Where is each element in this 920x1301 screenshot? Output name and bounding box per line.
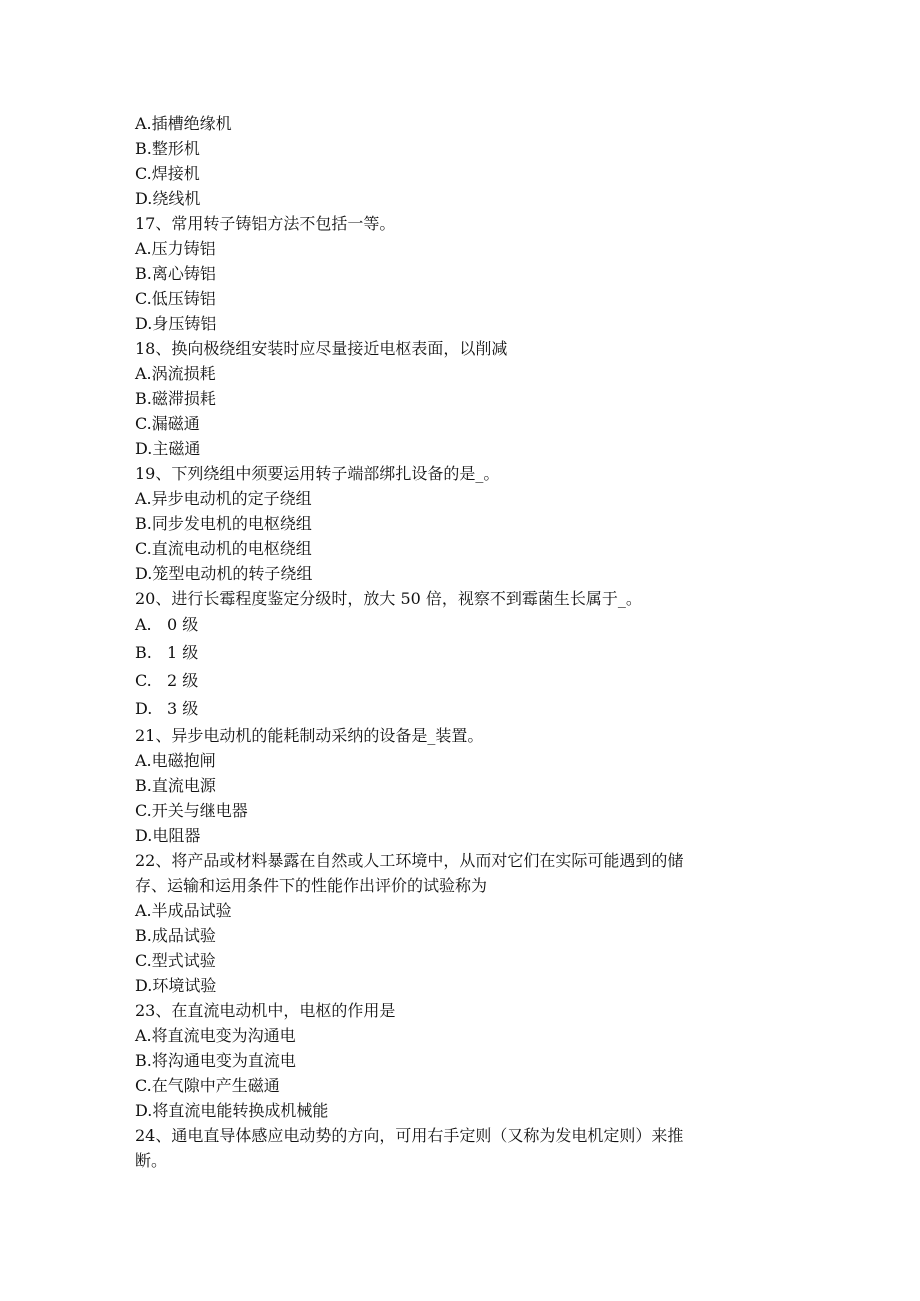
- option-line: B.整形机: [135, 139, 200, 158]
- option-line: D.身压铸铝: [135, 314, 217, 333]
- option-letter: C.: [135, 671, 152, 690]
- question-20: 20、进行长霉程度鉴定分级时，放大 50 倍，视察不到霉菌生长属于_。: [135, 589, 642, 608]
- option-line: A.涡流损耗: [135, 364, 216, 383]
- option-line: B.将沟通电变为直流电: [135, 1051, 296, 1070]
- option-line: C.开关与继电器: [135, 801, 248, 820]
- option-line: C.型式试验: [135, 951, 216, 970]
- question-18: 18、换向极绕组安装时应尽量接近电枢表面，以削减: [135, 339, 508, 358]
- option-text: 2 级: [167, 671, 199, 690]
- document-body: [135, 111, 785, 1173]
- option-letter: D.: [135, 699, 153, 718]
- question-17: 17、常用转子铸铝方法不包括一等。: [135, 214, 396, 233]
- option-text: 0 级: [167, 615, 199, 634]
- question-19: 19、下列绕组中须要运用转子端部绑扎设备的是_。: [135, 464, 500, 483]
- question-24-line-2: 断。: [135, 1151, 168, 1170]
- option-letter: A.: [135, 615, 152, 634]
- question-24-line-1: 24、通电直导体感应电动势的方向，可用右手定则（又称为发电机定则）来推: [135, 1126, 684, 1145]
- q20-option-b: [135, 639, 785, 667]
- option-line: B.磁滞损耗: [135, 389, 216, 408]
- question-22-line-1: 22、将产品或材料暴露在自然或人工环境中，从而对它们在实际可能遇到的储: [135, 851, 684, 870]
- option-line: C.在气隙中产生磁通: [135, 1076, 280, 1095]
- option-line: D.绕线机: [135, 189, 201, 208]
- option-line: D.主磁通: [135, 439, 201, 458]
- option-line: D.电阻器: [135, 826, 201, 845]
- option-letter: B.: [135, 643, 152, 662]
- q20-option-d: [135, 695, 785, 723]
- option-line: A.将直流电变为沟通电: [135, 1026, 296, 1045]
- option-line: C.漏磁通: [135, 414, 200, 433]
- option-line: A.压力铸铝: [135, 239, 216, 258]
- question-22-line-2: 存、运输和运用条件下的性能作出评价的试验称为: [135, 876, 488, 895]
- option-line: D.环境试验: [135, 976, 217, 995]
- option-line: B.直流电源: [135, 776, 216, 795]
- option-line: A.插槽绝缘机: [135, 114, 232, 133]
- option-line: D.笼型电动机的转子绕组: [135, 564, 313, 583]
- question-21: 21、异步电动机的能耗制动采纳的设备是_装置。: [135, 726, 484, 745]
- option-line: C.直流电动机的电枢绕组: [135, 539, 312, 558]
- option-line: A.电磁抱闸: [135, 751, 216, 770]
- q20-option-c: [135, 667, 785, 695]
- option-line: B.成品试验: [135, 926, 216, 945]
- option-line: B.同步发电机的电枢绕组: [135, 514, 312, 533]
- option-line: B.离心铸铝: [135, 264, 216, 283]
- option-line: C.焊接机: [135, 164, 200, 183]
- q20-option-a: [135, 611, 785, 639]
- option-text: 3 级: [167, 699, 199, 718]
- option-line: A.异步电动机的定子绕组: [135, 489, 312, 508]
- option-text: 1 级: [167, 643, 199, 662]
- option-line: A.半成品试验: [135, 901, 232, 920]
- option-line: C.低压铸铝: [135, 289, 216, 308]
- option-line: D.将直流电能转换成机械能: [135, 1101, 329, 1120]
- question-23: 23、在直流电动机中，电枢的作用是: [135, 1001, 396, 1020]
